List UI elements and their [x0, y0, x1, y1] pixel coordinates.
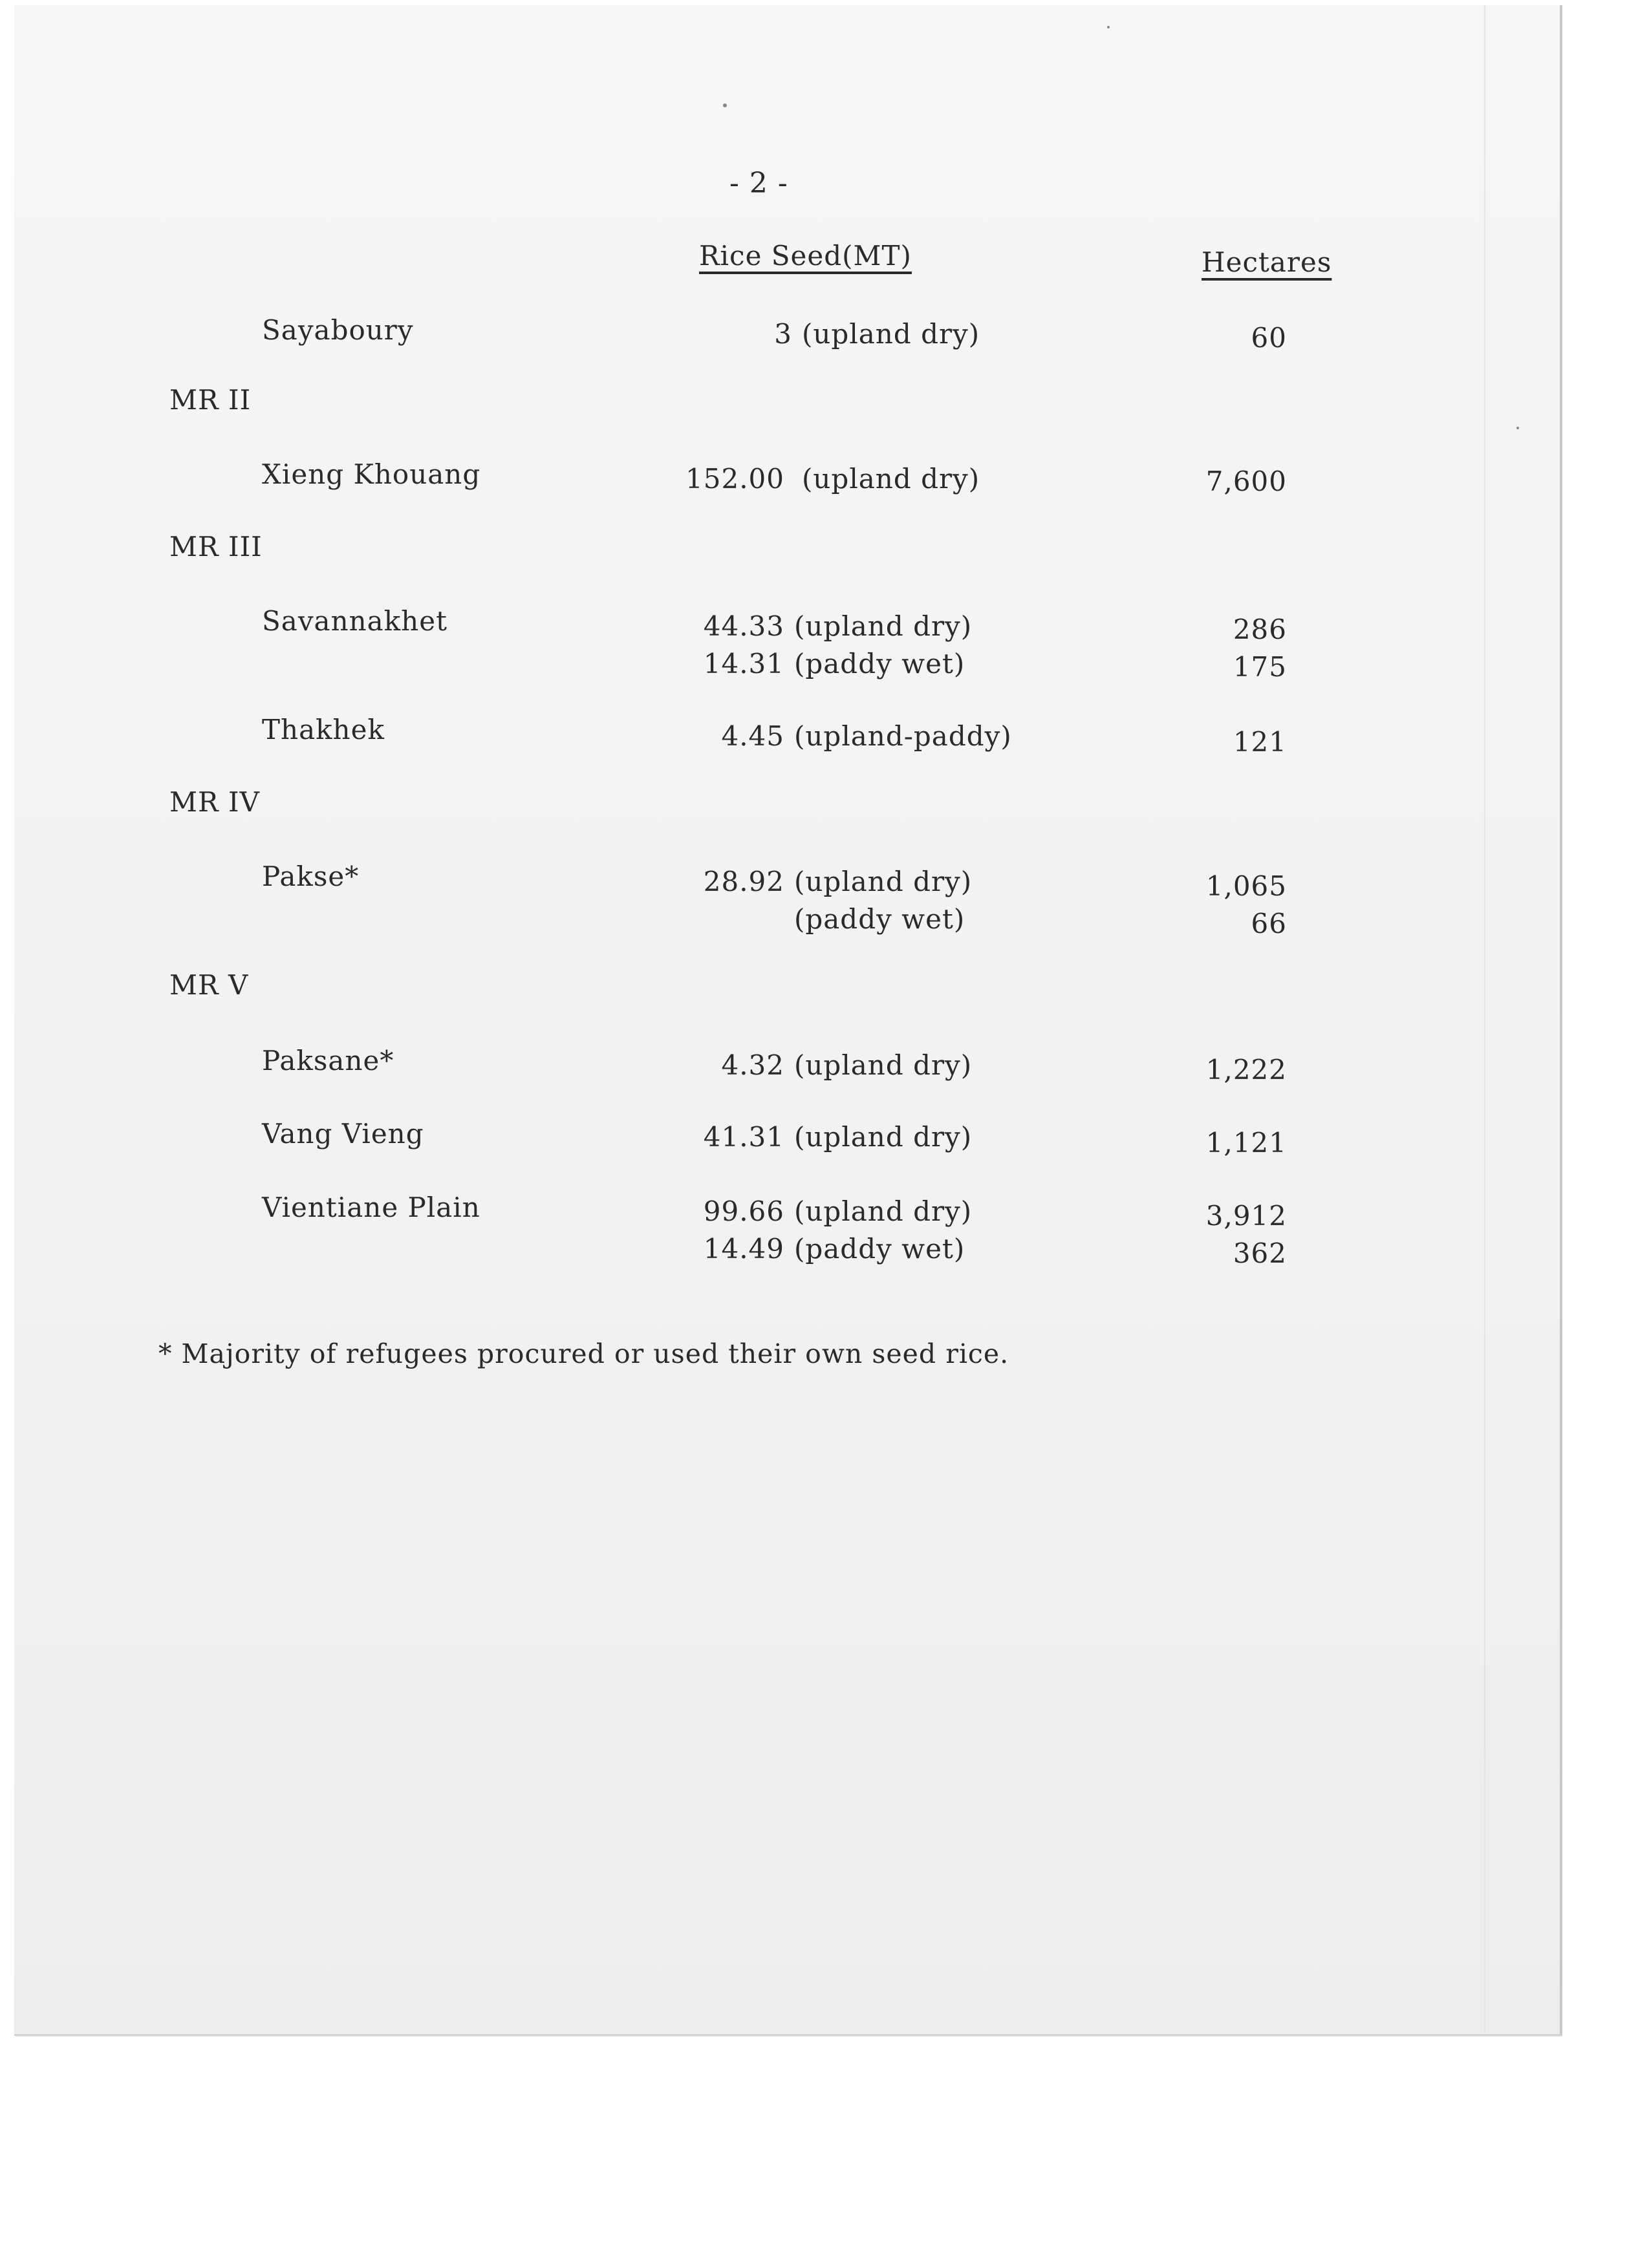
region-label: MR IV: [169, 786, 260, 818]
seed-amount: 28.92: [703, 866, 784, 897]
paper-edge-right: [1560, 5, 1562, 2035]
hectares-value: 1,065: [1205, 870, 1287, 902]
paper-crease: [1484, 5, 1485, 2035]
seed-type: (paddy wet): [794, 648, 965, 679]
hectares-value: 60: [1251, 322, 1287, 354]
column-header-rice-seed: Rice Seed(MT): [699, 240, 912, 272]
hectares-value: 3,912: [1205, 1200, 1287, 1232]
hectares-value: 66: [1251, 908, 1287, 939]
seed-type: (upland dry): [802, 463, 980, 495]
seed-amount: 44.33: [703, 610, 784, 642]
paper-edge-bottom: [14, 2034, 1561, 2036]
seed-type: (upland dry): [802, 318, 980, 350]
ink-speck: [1516, 427, 1519, 429]
hectares-value: 7,600: [1205, 465, 1287, 497]
seed-type: (upland dry): [794, 1195, 973, 1227]
place-name: Vang Vieng: [262, 1118, 424, 1150]
seed-amount: 14.31: [703, 648, 784, 679]
page-number: - 2 -: [729, 167, 788, 200]
column-header-hectares: Hectares: [1202, 246, 1332, 278]
place-name: Sayaboury: [262, 314, 414, 346]
seed-type: (upland dry): [794, 1049, 973, 1081]
seed-type: (paddy wet): [794, 1233, 965, 1265]
seed-type: (upland dry): [794, 610, 973, 642]
seed-type: (upland dry): [794, 866, 973, 897]
seed-type: (upland dry): [794, 1121, 973, 1153]
footnote: * Majority of refugees procured or used their own seed rice.: [158, 1338, 1009, 1369]
hectares-value: 362: [1233, 1237, 1287, 1269]
seed-amount: 14.49: [703, 1233, 784, 1265]
hectares-value: 175: [1233, 651, 1287, 683]
seed-amount: 41.31: [703, 1121, 784, 1153]
paper-sheet: [14, 5, 1561, 2035]
place-name: Vientiane Plain: [262, 1192, 480, 1223]
seed-amount: 152.00: [685, 463, 784, 495]
place-name: Paksane*: [262, 1045, 394, 1076]
seed-amount: 4.45: [721, 720, 784, 752]
region-label: MR V: [169, 969, 249, 1001]
hectares-value: 1,121: [1205, 1127, 1287, 1159]
hectares-value: 1,222: [1205, 1054, 1287, 1086]
region-label: MR II: [169, 384, 252, 416]
place-name: Pakse*: [262, 861, 360, 892]
hectares-value: 286: [1233, 614, 1287, 645]
place-name: Thakhek: [262, 714, 385, 745]
ink-speck: [1107, 26, 1110, 28]
seed-amount: 4.32: [721, 1049, 784, 1081]
place-name: Savannakhet: [262, 605, 447, 637]
hectares-value: 121: [1233, 726, 1287, 758]
region-label: MR III: [169, 531, 263, 562]
ink-speck: [723, 103, 727, 107]
seed-amount: 3: [774, 318, 792, 350]
seed-type: (upland-paddy): [794, 720, 1012, 752]
seed-amount: 99.66: [703, 1195, 784, 1227]
seed-type: (paddy wet): [794, 903, 965, 935]
place-name: Xieng Khouang: [262, 458, 481, 490]
